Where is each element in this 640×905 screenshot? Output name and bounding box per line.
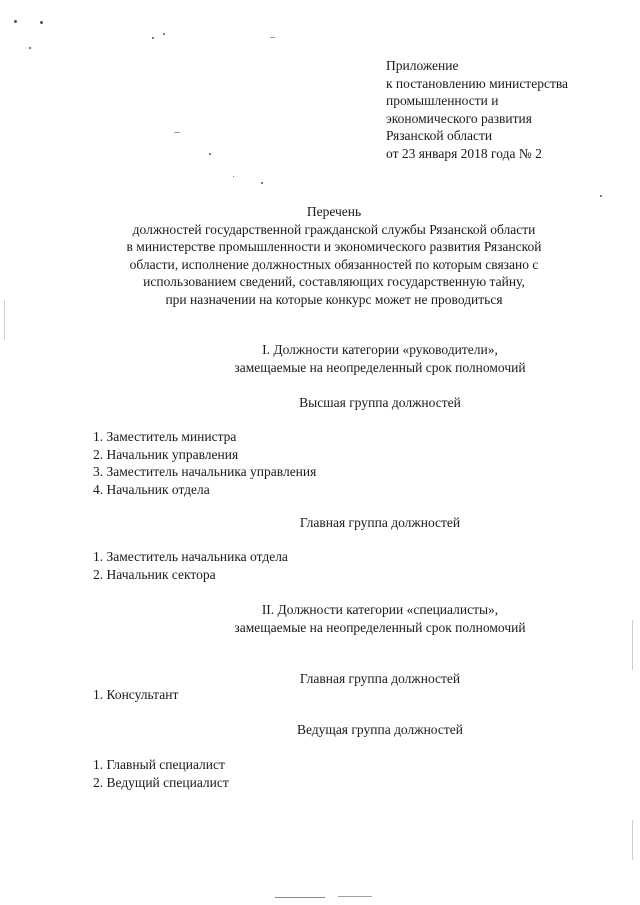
scan-speck [209, 153, 211, 155]
list-main-positions-1 [93, 548, 513, 583]
title-line: при назначении на которые конкурс может не проводиться [165, 291, 503, 307]
scan-speck [29, 47, 31, 49]
group-heading-lead: Ведущая группа должностей [296, 722, 463, 737]
title-heading: Перечень [306, 204, 362, 219]
scan-speck [261, 182, 263, 184]
scan-edge [632, 620, 633, 670]
list-item: 4. Начальник отдела [93, 481, 210, 497]
section-1-heading [140, 341, 620, 376]
scan-speck [152, 37, 154, 39]
appendix-line: к постановлению министерства [386, 75, 569, 91]
list-main-positions-2 [93, 686, 513, 704]
list-item: 2. Ведущий специалист [93, 774, 229, 790]
list-item: 2. Начальник управления [93, 446, 239, 462]
scan-speck [233, 176, 234, 177]
scan-mark [275, 897, 325, 898]
list-item: 1. Заместитель начальника отдела [93, 549, 288, 564]
scan-edge [632, 820, 633, 860]
title-line: должностей государственной гражданской службы Рязанской области [132, 221, 536, 237]
list-item: 3. Заместитель начальника управления [93, 464, 317, 479]
group-heading-main-1: Главная группа должностей [299, 515, 461, 530]
appendix-line: от 23 января 2018 года № 2 [386, 145, 542, 161]
title-line: использованием сведений, составляющих государственную тайну, [143, 274, 525, 289]
title-line: области, исполнение должностных обязанностей по которым связано с [129, 256, 539, 272]
scan-mark [270, 37, 275, 38]
section-2-heading [140, 601, 620, 636]
list-item: 1. Консультант [93, 687, 179, 702]
appendix-line: экономического развития [386, 110, 532, 126]
group-heading-high: Высшая группа должностей [299, 395, 461, 410]
scan-speck [40, 21, 43, 24]
appendix-header [386, 57, 626, 162]
scan-mark [174, 132, 180, 133]
appendix-line: промышленности и [386, 93, 499, 108]
section-1-line-1: I. Должности категории «руководители», [262, 342, 498, 357]
document-title [60, 203, 608, 308]
list-item: 2. Начальник сектора [93, 566, 216, 582]
scan-speck [163, 33, 165, 35]
scan-edge [4, 300, 5, 340]
scan-speck [14, 20, 17, 23]
list-item: 1. Заместитель министра [93, 429, 237, 444]
section-2-line-2: замещаемые на неопределенный срок полномочий [234, 619, 526, 635]
appendix-line: Приложение [386, 58, 459, 73]
scan-mark [338, 896, 372, 897]
appendix-line: Рязанской области [386, 128, 493, 143]
list-high-positions [93, 428, 513, 498]
section-2-line-1: II. Должности категории «специалисты», [261, 602, 499, 617]
title-line: в министерстве промышленности и экономического развития Рязанской [126, 239, 542, 254]
section-1-line-2: замещаемые на неопределенный срок полномочий [234, 359, 526, 375]
group-heading-main-2: Главная группа должностей [299, 671, 461, 686]
list-item: 1. Главный специалист [93, 757, 225, 772]
list-lead-positions [93, 756, 513, 791]
scan-speck [600, 195, 602, 197]
